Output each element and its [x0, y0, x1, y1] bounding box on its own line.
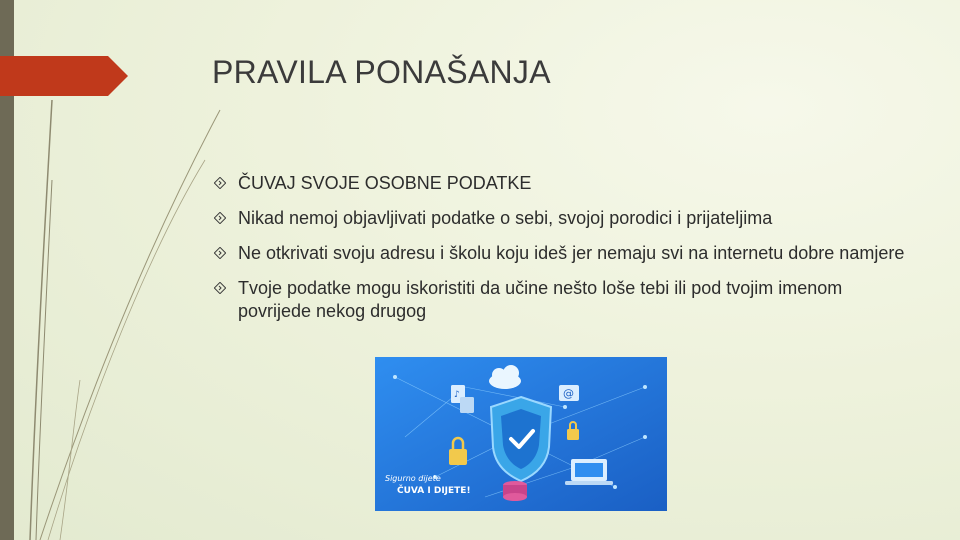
diamond-arrow-icon: [214, 177, 226, 189]
bullet-text: Tvoje podatke mogu iskoristiti da učine nešto loše tebi ili pod tvojim imenom povrijede nekog drugog: [238, 278, 843, 321]
bullet-text: ČUVAJ SVOJE OSOBNE PODATKE: [238, 173, 532, 193]
bullet-list: [214, 172, 914, 335]
bullet-text: Ne otkrivati svoju adresu i školu koju ideš jer nemaju svi na internetu dobre namjere: [238, 243, 905, 263]
list-item: [214, 207, 914, 230]
svg-text:@: @: [563, 387, 574, 400]
list-item: [214, 242, 914, 265]
caption-small: Sigurno dijete: [385, 474, 441, 483]
page-title: PRAVILA PONAŠANJA: [212, 54, 551, 90]
laptop-icon: [565, 459, 613, 485]
red-tab-shape: [0, 56, 128, 96]
svg-text:♪: ♪: [454, 390, 460, 400]
diamond-arrow-icon: [214, 212, 226, 224]
data-protection-illustration: [375, 357, 667, 511]
diamond-arrow-icon: [214, 247, 226, 259]
diamond-arrow-icon: [214, 282, 226, 294]
database-icon: [503, 481, 527, 501]
email-icon: [559, 385, 579, 401]
caption-big: ČUVA I DIJETE!: [397, 486, 471, 496]
bullet-text: Nikad nemoj objavljivati podatke o sebi, svojoj porodici i prijateljima: [238, 208, 773, 228]
title-accent-tab: [0, 56, 128, 96]
list-item: [214, 172, 914, 195]
list-item: [214, 277, 914, 323]
